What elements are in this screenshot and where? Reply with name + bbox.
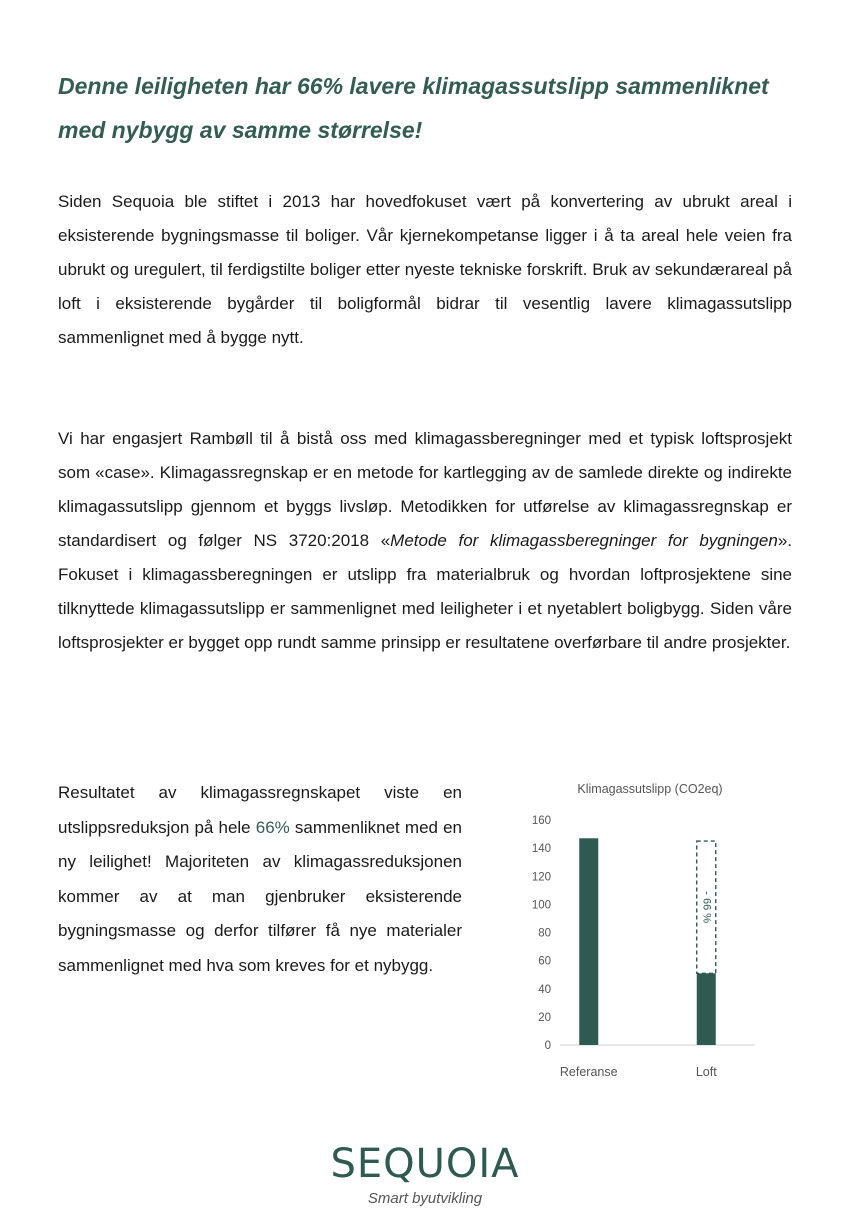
- page-heading: Denne leiligheten har 66% lavere klimagassutslipp sammenliknet med nybygg av samme størrelse!: [58, 73, 769, 143]
- result-text-end: sammenliknet med en ny leilighet! Majoriteten av klimagassreduksjonen kommer av at man gjenbruker eksisterende bygningsmasse og derfor tilfører få nye materialer sammenlignet med hva som kreves for et nybygg.: [58, 817, 462, 975]
- y-tick-label: 120: [531, 871, 551, 884]
- result-text-start: Resultatet av klimagassregnskapet viste en utslippsreduksjon på hele: [58, 783, 462, 837]
- intro-paragraph: Siden Sequoia ble stiftet i 2013 har hovedfokuset vært på konvertering av ubrukt areal i eksisterende bygningsmasse til boliger. Vår kjernekompetanse ligger i å ta areal hele veien fra ubrukt og uregulert, til ferdigstilte boliger etter nyeste tekniske forskrift. Bruk av sekundærareal på loft i eksisterende bygårder til boligformål bidrar til vesentlig lavere klimagassutslipp sammenlignet med å bygge nytt.: [58, 192, 792, 347]
- y-tick-label: 80: [538, 927, 551, 940]
- reduction-label: - 66 %: [700, 891, 713, 924]
- y-tick-label: 60: [538, 955, 551, 968]
- emissions-chart: [520, 775, 770, 1095]
- method-text-start: Vi har engasjert Rambøll til å bistå oss med klimagassberegninger med et typisk loftsprosjekt som «case». Klimagassregnskap er en metode for kartlegging av de samlede direkte og indirekte klimagassutslipp gjennom et byggs livsløp. Metodikken for utførelse av klimagassregnskap er standardisert og følger NS 3720:2018 «: [58, 429, 792, 550]
- y-tick-label: 0: [544, 1040, 551, 1052]
- logo-wordmark: SEQUOIA: [330, 1141, 520, 1187]
- chart-title: Klimagassutslipp (CO2eq): [577, 782, 723, 796]
- method-standard-title: Metode for klimagassberegninger for bygningen: [390, 531, 778, 550]
- method-text-end: ». Fokuset i klimagassberegningen er utslipp fra materialbruk og hvordan loftprosjektene sine tilknyttede klimagassutslipp er sammenlignet med leiligheter i et nyetablert boligbygg. Siden våre loftsprosjekter er bygget opp rundt samme prinsipp er resultatene overførbare til andre prosjekter.: [58, 531, 792, 652]
- bar-loft: [697, 973, 716, 1045]
- logo-tagline: Smart byutvikling: [367, 1190, 483, 1207]
- y-tick-label: 20: [538, 1011, 551, 1024]
- y-tick-label: 100: [531, 899, 551, 912]
- y-tick-label: 40: [538, 983, 551, 996]
- x-category-label: Loft: [695, 1065, 717, 1079]
- result-highlight: 66%: [255, 817, 290, 837]
- result-paragraph: [58, 776, 462, 983]
- bar-referanse: [579, 838, 598, 1045]
- sequoia-logo: [320, 1140, 530, 1220]
- y-tick-label: 140: [531, 843, 551, 856]
- y-tick-label: 160: [531, 815, 551, 827]
- x-category-label: Referanse: [559, 1065, 618, 1079]
- method-paragraph: [58, 422, 792, 660]
- emissions-chart-svg: [520, 775, 770, 1095]
